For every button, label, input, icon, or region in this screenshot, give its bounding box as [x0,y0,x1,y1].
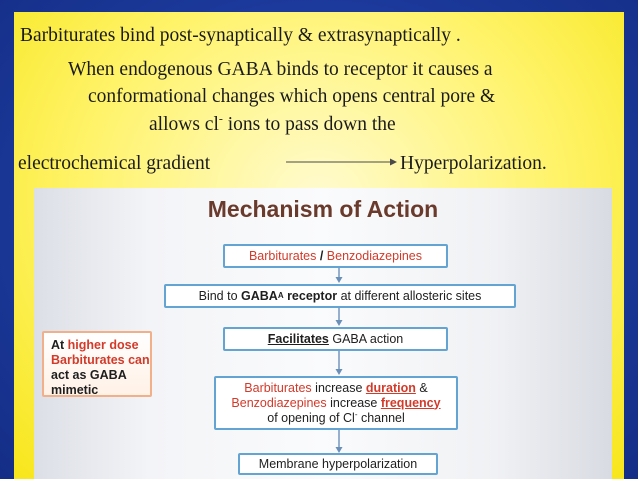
diagram-title: Mechanism of Action [207,196,439,222]
text-line-4-b: ions to pass down the [222,114,396,135]
down-arrow-icon [335,268,343,283]
box-increase-barb: Barbiturates [244,380,312,395]
box-drugs-sep: / [316,248,327,263]
higher-dose-note [42,331,152,397]
box-increase-l2b: increase [326,395,381,410]
box-increase-benzo: Benzodiazepines [231,395,327,410]
note-line-3: act as GABA [51,368,127,382]
text-line-4-sup: - [218,111,223,126]
box-increase [214,376,458,430]
box-increase-l3sup: - [354,409,358,419]
note-line-1 [51,338,150,353]
note-line-4: mimetic [51,383,99,397]
text-line-2: When endogenous GABA binds to receptor it causes a [68,59,493,80]
text-line-5-b: Hyperpolarization. [400,153,547,174]
text-line-3: conformational changes which opens central pore & [88,86,496,107]
box-increase-l3b: channel [357,410,405,425]
note-line-1-a: At [51,338,68,352]
box-increase-line2 [231,396,440,411]
box-increase-l3a: of opening of Cl [267,410,355,425]
box-hyperpolarization: Membrane hyperpolarization [238,453,438,475]
box-facilitates-a: Facilitates [267,331,329,346]
down-arrow-icon [335,308,343,326]
box-increase-l1b: increase [311,380,366,395]
text-line-1: Barbiturates bind post-synaptically & extrasynaptically . [20,25,461,46]
down-arrow-icon [335,351,343,375]
box-bind-a: Bind to [198,288,241,303]
right-arrow-icon [286,157,398,167]
text-line-4-a: allows cl [149,114,219,135]
box-increase-frequency: frequency [380,395,441,410]
box-drugs [223,244,448,268]
box-bind-receptor-label: receptor [283,288,338,303]
mechanism-diagram [34,188,612,479]
box-bind-receptor: Bind to GABA A receptor at different allosteric sites [164,284,516,308]
slide-panel [14,12,624,479]
text-line-5-a: electrochemical gradient [18,153,211,174]
box-bind-gaba: GABA [241,288,278,303]
box-bind-d: at different allosteric sites [337,288,482,303]
box-drugs-b: Benzodiazepines [326,248,423,263]
box-increase-line3 [267,411,405,426]
box-facilitates [223,327,448,351]
box-increase-l1d: & [415,380,428,395]
note-line-2: Barbiturates can [51,353,150,367]
note-line-1-b: higher dose [67,338,139,352]
down-arrow-icon [335,430,343,453]
box-facilitates-b: GABA action [328,331,404,346]
text-line-4 [149,113,396,137]
box-increase-duration: duration [365,380,416,395]
box-drugs-a: Barbiturates [248,248,317,263]
box-increase-line1 [244,381,427,396]
